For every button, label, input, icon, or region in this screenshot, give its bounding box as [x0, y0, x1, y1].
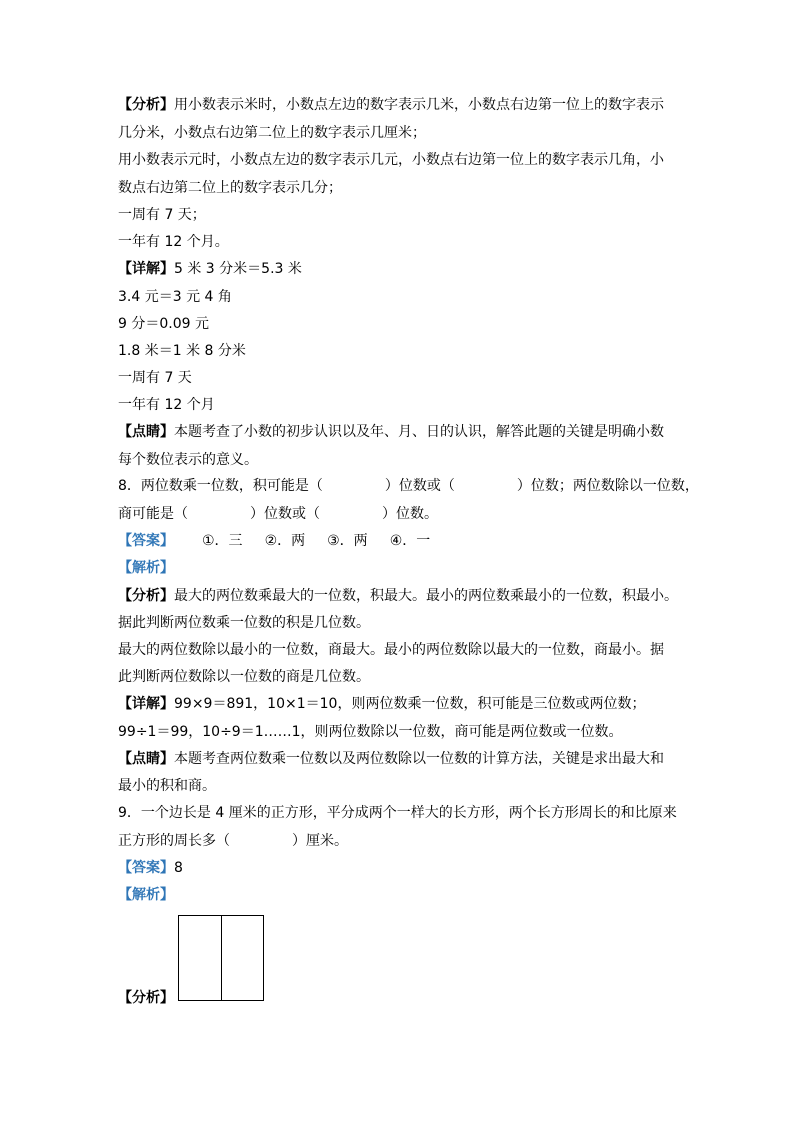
- q7-analysis-line-5: 一周有 7 天；: [118, 207, 206, 223]
- q9-answer-line: [118, 858, 183, 878]
- q8-analysis-line-1: 【分析】最大的两位数乘最大的一位数，积最大。最小的两位数乘最小的一位数，积最小。: [118, 588, 678, 604]
- q8-answer-item: ③．两: [327, 533, 368, 549]
- q9-question-line-1: 9．一个边长是 4 厘米的正方形，平分成两个一样大的长方形，两个长方形周长的和比原来: [118, 805, 677, 821]
- q8-question-line-2: 商可能是（ ）位数或（ ）位数。: [118, 506, 438, 522]
- q8-analysis-line-4: 此判断两位数除以一位数的商是几位数。: [118, 669, 370, 685]
- q8-answer-label: 【答案】: [118, 533, 174, 549]
- q8-comment-line-2: 最小的积和商。: [118, 778, 216, 794]
- q9-analysis-label: 【分析】: [118, 990, 174, 1006]
- q7-analysis-label: 【分析】: [118, 97, 174, 113]
- q7-comment-label: 【点睛】: [118, 424, 174, 440]
- q7-detail-line-4: 1.8 米＝1 米 8 分米: [118, 343, 246, 359]
- q7-detail-line-5: 一周有 7 天: [118, 370, 192, 386]
- q7-detail-line-6: 一年有 12 个月: [118, 397, 215, 413]
- q8-analysis-line-2: 据此判断两位数乘一位数的积是几位数。: [118, 615, 370, 631]
- q9-question-line-2: 正方形的周长多（ ）厘米。: [118, 833, 348, 849]
- q7-comment-line-2: 每个数位表示的意义。: [118, 452, 258, 468]
- q8-detail-line-2: 99÷1＝99，10÷9＝1……1，则两位数除以一位数，商可能是两位数或一位数。: [118, 724, 623, 740]
- q8-answer-item: ①．三: [202, 533, 243, 549]
- q8-comment-label: 【点睛】: [118, 751, 174, 767]
- q9-answer-value: 8: [174, 860, 183, 876]
- q8-detail-line-1: 【详解】99×9＝891，10×1＝10，则两位数乘一位数，积可能是三位数或两位数；: [118, 696, 646, 712]
- q8-question-line-1: 8．两位数乘一位数，积可能是（ ）位数或（ ）位数；两位数除以一位数，: [118, 478, 699, 494]
- q8-comment-line-1: 【点睛】本题考查两位数乘一位数以及两位数除以一位数的计算方法，关键是求出最大和: [118, 751, 664, 767]
- q7-analysis-line-1: 【分析】用小数表示米时，小数点左边的数字表示几米，小数点右边第一位上的数字表示: [118, 97, 664, 113]
- q8-answer-item: ④．一: [389, 533, 431, 549]
- q7-detail-line-1: 【详解】5 米 3 分米＝5.3 米: [118, 261, 302, 277]
- q7-analysis-line-4: 数点右边第二位上的数字表示几分；: [118, 180, 342, 196]
- divider-line: [221, 916, 222, 1000]
- q8-answer-item: ②．两: [264, 533, 306, 549]
- q7-analysis-line-2: 几分米，小数点右边第二位上的数字表示几厘米；: [118, 125, 426, 141]
- q9-jiexi-label: 【解析】: [118, 887, 174, 903]
- q8-analysis-line-3: 最大的两位数除以最小的一位数，商最大。最小的两位数除以最大的一位数，商最小。据: [118, 642, 664, 658]
- q8-jiexi-label: 【解析】: [118, 560, 174, 576]
- q8-analysis-label: 【分析】: [118, 588, 174, 604]
- q7-analysis-line-3: 用小数表示元时，小数点左边的数字表示几元，小数点右边第一位上的数字表示几角，小: [118, 152, 664, 168]
- q9-answer-label: 【答案】: [118, 860, 174, 876]
- q8-answer-line: [118, 531, 430, 551]
- q8-detail-label: 【详解】: [118, 696, 174, 712]
- q7-detail-line-3: 9 分＝0.09 元: [118, 316, 209, 332]
- q7-detail-line-2: 3.4 元＝3 元 4 角: [118, 289, 232, 305]
- square-split-diagram: [178, 915, 264, 1001]
- q7-comment-line-1: 【点睛】本题考查了小数的初步认识以及年、月、日的认识，解答此题的关键是明确小数: [118, 424, 664, 440]
- q7-detail-label: 【详解】: [118, 261, 174, 277]
- q7-analysis-line-6: 一年有 12 个月。: [118, 234, 229, 250]
